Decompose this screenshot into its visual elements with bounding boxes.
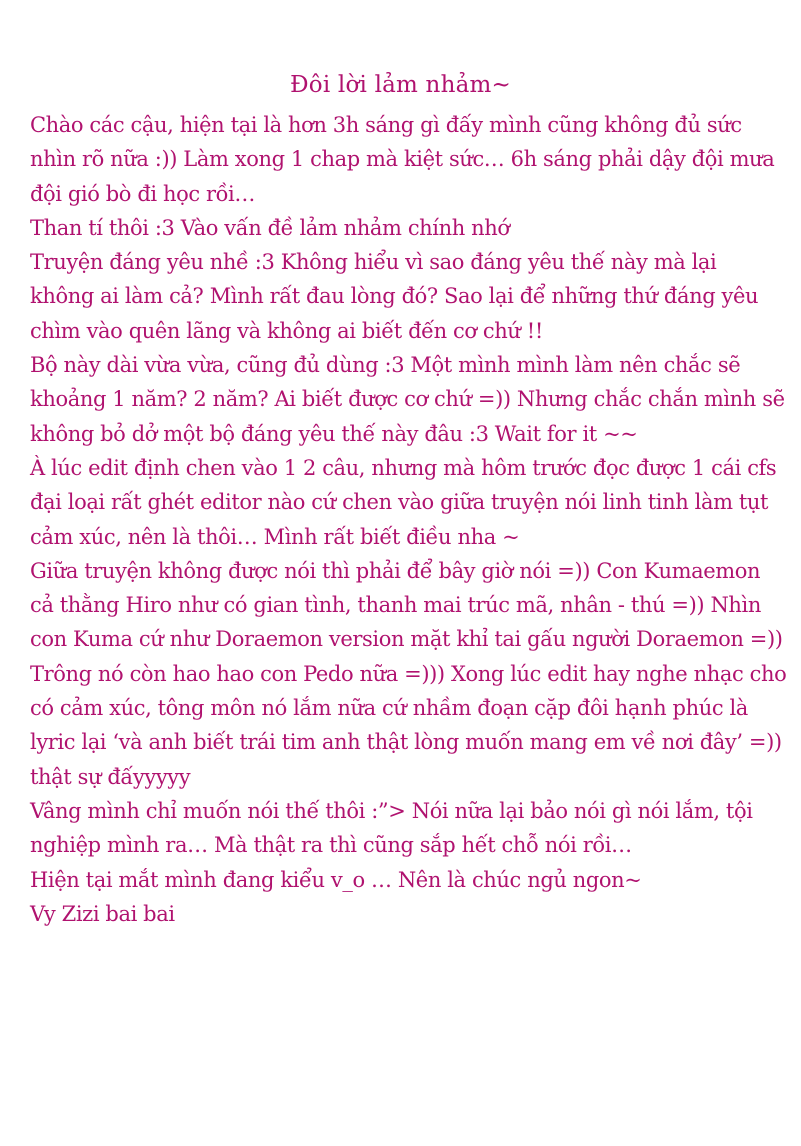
text-line: đội gió bò đi học rồi… — [30, 181, 255, 206]
text-line: nhìn rõ nữa :)) Làm xong 1 chap mà kiệt sức… 6h sáng phải dậy đội mưa — [30, 147, 775, 172]
text-line: nghiệp mình ra… Mà thật ra thì cũng sắp hết chỗ nói rồi… — [30, 833, 632, 858]
text-line: chìm vào quên lãng và không ai biết đến cơ chứ !! — [30, 318, 543, 343]
text-line: Giữa truyện không được nói thì phải để bây giờ nói =)) Con Kumaemon — [30, 558, 761, 583]
text-line: không bỏ dở một bộ đáng yêu thế này đâu :3 Wait for it ~~ — [30, 421, 638, 446]
text-line: con Kuma cứ như Doraemon version mặt khỉ tai gấu người Doraemon =)) — [30, 627, 783, 652]
text-line: đại loại rất ghét editor nào cứ chen vào giữa truyện nói linh tinh làm tụt — [30, 490, 769, 515]
text-line: cả thằng Hiro như có gian tình, thanh mai trúc mã, nhân - thú =)) Nhìn — [30, 593, 761, 618]
text-line: Than tí thôi :3 Vào vấn đề lảm nhảm chính nhớ — [30, 215, 510, 240]
text-line: cảm xúc, nên là thôi… Mình rất biết điều nha ~ — [30, 524, 520, 549]
text-line: không ai làm cả? Mình rất đau lòng đó? Sao lại để những thứ đáng yêu — [30, 284, 759, 309]
text-line: Truyện đáng yêu nhề :3 Không hiểu vì sao đáng yêu thế này mà lại — [30, 250, 717, 275]
text-line: lyric lại ‘và anh biết trái tim anh thật lòng muốn mang em về nơi đây’ =)) — [30, 730, 782, 755]
text-line: Trông nó còn hao hao con Pedo nữa =))) Xong lúc edit hay nghe nhạc cho — [30, 661, 787, 686]
text-line: Vy Zizi bai bai — [30, 901, 175, 926]
text-line: Hiện tại mắt mình đang kiểu v_o … Nên là chúc ngủ ngon~ — [30, 867, 642, 892]
page-title: Đôi lời lảm nhảm~ — [290, 72, 511, 98]
text-line: Vâng mình chỉ muốn nói thế thôi :”> Nói nữa lại bảo nói gì nói lắm, tội — [30, 798, 753, 823]
text-line: khoảng 1 năm? 2 năm? Ai biết được cơ chứ =)) Nhưng chắc chắn mình sẽ — [30, 387, 785, 412]
text-line: Chào các cậu, hiện tại là hơn 3h sáng gì đấy mình cũng không đủ sức — [30, 113, 742, 137]
text-line: có cảm xúc, tông môn nó lắm nữa cứ nhầm đoạn cặp đôi hạnh phúc là — [30, 696, 748, 721]
text-line: thật sự đấyyyyy — [30, 764, 191, 789]
text-line: À lúc edit định chen vào 1 2 câu, nhưng mà hôm trước đọc được 1 cái cfs — [30, 455, 777, 480]
text-line: Bộ này dài vừa vừa, cũng đủ dùng :3 Một mình mình làm nên chắc sẽ — [30, 353, 741, 378]
note-body — [30, 108, 796, 931]
